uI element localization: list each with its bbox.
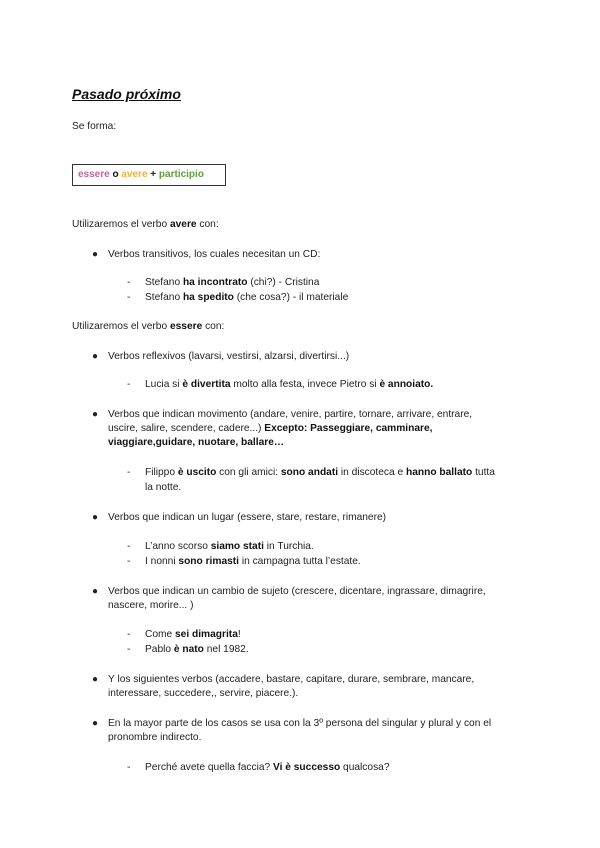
dash-icon: -: [127, 467, 131, 478]
example-text: tutta: [472, 467, 495, 478]
page-title: Pasado próximo: [72, 86, 181, 102]
example-verb: è divertita: [182, 379, 231, 390]
example-indirecto: [145, 761, 390, 775]
example-text: Pablo: [145, 644, 174, 655]
example-movimiento-line1: [145, 466, 495, 480]
example-text: qualcosa?: [340, 762, 390, 773]
example-reflexivos: [145, 378, 433, 392]
bullet-sujeto-line2: nascere, morire... ): [108, 600, 194, 611]
heading-verb: avere: [169, 219, 197, 230]
example-verb: ha incontrato: [182, 277, 248, 288]
example-text: in campagna tutta l’estate.: [239, 556, 361, 567]
heading-text: Utilizaremos el verbo: [72, 321, 170, 332]
example-sujeto-1: [145, 628, 241, 642]
heading-text: con:: [202, 321, 225, 332]
example-text: (che cosa?) - il materiale: [233, 292, 349, 303]
example-text: !: [237, 629, 241, 640]
formula-box: [72, 164, 226, 186]
bullet-movimiento-line2: [108, 422, 432, 436]
example-text: Stefano: [145, 277, 183, 288]
example-lugar-2: [145, 555, 361, 569]
bullet-icon: ●: [91, 512, 99, 523]
bullet-siguientes-line1: Y los siguientes verbos (accadere, bastare, capitare, durare, sembrare, mancare,: [108, 674, 475, 685]
example-sujeto-2: [145, 643, 249, 657]
exception-text: viaggiare,guidare, nuotare, ballare…: [108, 437, 285, 448]
bullet-movimiento-line1: Verbos que indican movimento (andare, venire, partire, tornare, arrivare, entrare,: [108, 409, 473, 420]
bullet-icon: ●: [91, 674, 99, 685]
bullet-movimiento-line3: [108, 436, 284, 450]
intro-text: Se forma:: [72, 121, 117, 132]
example-verb: è nato: [173, 644, 204, 655]
example-verb: Vi è successo: [273, 762, 341, 773]
bullet-icon: ●: [91, 351, 99, 362]
heading-text: con:: [196, 219, 219, 230]
bullet-indirecto-line2: pronombre indirecto.: [108, 732, 202, 743]
bullet-indirecto-line1: En la mayor parte de los casos se usa con la 3º persona del singular y plural y con el: [108, 718, 492, 729]
bullet-icon: ●: [91, 409, 99, 420]
bullet-siguientes-line2: interessare, succedere,, servire, piacere.).: [108, 688, 299, 699]
example-verb: hanno ballato: [406, 467, 473, 478]
dash-icon: -: [127, 556, 131, 567]
essere-heading: [72, 320, 224, 334]
formula-o: o: [109, 169, 122, 180]
bullet-lugar: Verbos que indican un lugar (essere, stare, restare, rimanere): [108, 512, 387, 523]
example-text: Perché avete quella faccia?: [145, 762, 273, 773]
example-movimiento-line2: la notte.: [145, 482, 182, 493]
avere-heading: [72, 218, 219, 232]
dash-icon: -: [127, 541, 131, 552]
heading-text: Utilizaremos el verbo: [72, 219, 170, 230]
example-text: (chi?) - Cristina: [247, 277, 320, 288]
example-verb: ha spedito: [182, 292, 234, 303]
heading-verb: essere: [169, 321, 203, 332]
example-verb: sei dimagrita: [175, 629, 238, 640]
bullet-icon: ●: [91, 249, 99, 260]
dash-icon: -: [127, 277, 131, 288]
example-text: nel 1982.: [203, 644, 249, 655]
dash-icon: -: [127, 629, 131, 640]
example-text: Filippo: [145, 467, 178, 478]
example-verb: sono andati: [280, 467, 339, 478]
example-text: in Turchia.: [263, 541, 314, 552]
example-text: in discoteca e: [338, 467, 407, 478]
formula-essere: essere: [78, 169, 110, 180]
bullet-icon: ●: [91, 586, 99, 597]
example-verb: è annoiato.: [379, 379, 434, 390]
example-text: I nonni: [145, 556, 179, 567]
example-verb: è uscito: [177, 467, 217, 478]
dash-icon: -: [127, 292, 131, 303]
dash-icon: -: [127, 379, 131, 390]
example-verb: siamo stati: [210, 541, 264, 552]
bullet-text: uscire, salire, scendere, cadere...): [108, 423, 265, 434]
bullet-transitivos: Verbos transitivos, los cuales necesitan un CD:: [108, 249, 321, 260]
bullet-icon: ●: [91, 718, 99, 729]
example-avere-2: [145, 291, 348, 305]
example-text: Stefano: [145, 292, 183, 303]
example-text: Come: [145, 629, 176, 640]
example-verb: sono rimasti: [178, 556, 239, 567]
formula-avere: avere: [121, 169, 148, 180]
example-text: molto alla festa, invece Pietro si: [230, 379, 380, 390]
dash-icon: -: [127, 762, 131, 773]
formula-plus: +: [147, 169, 159, 180]
example-avere-1: [145, 276, 319, 290]
bullet-sujeto-line1: Verbos que indican un cambio de sujeto (crescere, dicentare, ingrassare, dimagrire,: [108, 586, 486, 597]
example-text: Lucia si: [145, 379, 183, 390]
formula-participio: participio: [158, 169, 204, 180]
exception-text: Excepto: Passeggiare, camminare,: [264, 423, 433, 434]
example-text: con gli amici:: [216, 467, 281, 478]
example-lugar-1: [145, 540, 314, 554]
example-text: L’anno scorso: [145, 541, 211, 552]
dash-icon: -: [127, 644, 131, 655]
bullet-reflexivos: Verbos reflexivos (lavarsi, vestirsi, alzarsi, divertirsi...): [108, 351, 350, 362]
